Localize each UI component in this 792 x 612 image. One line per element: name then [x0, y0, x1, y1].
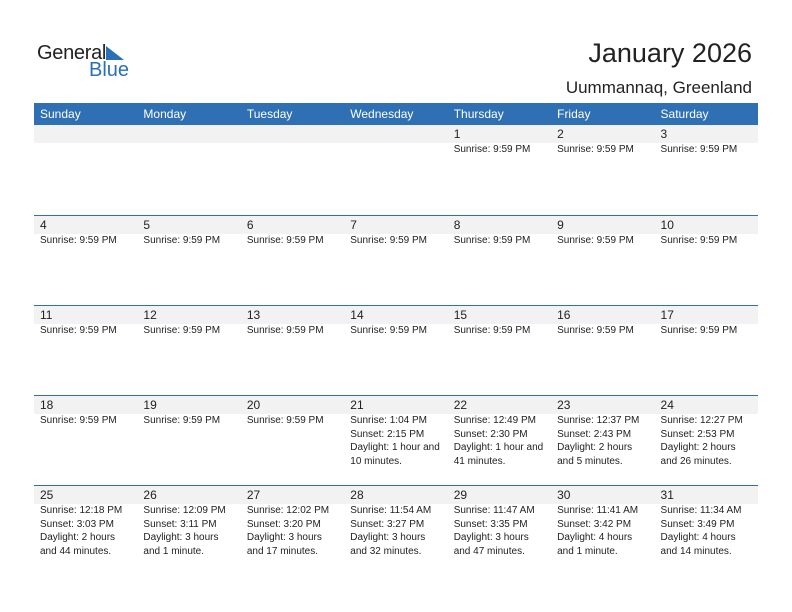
empty-day-cell	[137, 125, 240, 215]
day-number: 23	[557, 398, 571, 412]
sun-info-line: Daylight: 2 hours	[660, 442, 736, 453]
sun-info-line: Sunrise: 12:02 PM	[246, 505, 330, 516]
sun-info-line: Sunrise: 12:27 PM	[660, 415, 743, 426]
sun-info-line: Sunrise: 9:59 PM	[557, 235, 634, 246]
sun-info-line: Sunset: 2:15 PM	[350, 428, 425, 440]
day-number: 26	[143, 488, 157, 502]
day-cell	[241, 306, 344, 395]
day-cell	[34, 396, 137, 485]
sun-info-line: Daylight: 2 hours	[40, 532, 116, 543]
day-number: 18	[40, 398, 54, 412]
day-number: 15	[453, 308, 468, 322]
day-cell	[34, 216, 137, 305]
sun-info-line: Sunset: 3:27 PM	[350, 518, 425, 530]
day-cell	[344, 396, 447, 485]
day-number: 29	[453, 488, 468, 502]
sun-info-line: Daylight: 3 hours	[246, 532, 322, 543]
sun-info-line: Sunrise: 9:59 PM	[453, 235, 531, 246]
day-number: 30	[557, 488, 571, 502]
sun-info-line: Sunrise: 9:59 PM	[350, 235, 427, 246]
sun-info-line: and 1 minute.	[557, 545, 618, 557]
day-number: 4	[40, 218, 47, 232]
day-cell	[448, 486, 551, 575]
weekday-sunday: Sunday	[40, 107, 81, 121]
day-number: 11	[40, 308, 53, 322]
sun-info-line: and 47 minutes.	[453, 545, 525, 557]
sun-info-line: Sunrise: 9:59 PM	[246, 235, 324, 246]
day-cell	[551, 125, 654, 215]
sun-info-line: Sunset: 3:35 PM	[453, 518, 528, 530]
day-cell	[655, 396, 758, 485]
sun-info-line: Sunset: 2:53 PM	[660, 428, 735, 440]
day-number: 28	[350, 488, 364, 502]
empty-day-cell	[344, 125, 447, 215]
day-cell	[34, 306, 137, 395]
sun-info-line: Sunset: 3:03 PM	[40, 518, 114, 530]
sun-info-line: Sunrise: 9:59 PM	[557, 144, 634, 155]
sun-info-line: Sunrise: 9:59 PM	[246, 325, 324, 336]
day-number: 2	[557, 127, 564, 141]
sun-info-line: Sunrise: 11:47 AM	[453, 505, 535, 516]
day-cell	[241, 216, 344, 305]
location-subtitle: Uummannaq, Greenland	[565, 78, 752, 97]
day-number: 20	[246, 398, 261, 412]
calendar-grid	[34, 103, 758, 575]
day-cell	[137, 486, 240, 575]
day-cell	[448, 125, 551, 215]
day-number: 16	[557, 308, 571, 322]
sun-info-line: and 17 minutes.	[246, 545, 319, 557]
day-cell	[551, 486, 654, 575]
empty-day-cell	[34, 125, 137, 215]
sun-info-line: and 5 minutes.	[557, 455, 623, 467]
sun-info-line: Sunrise: 9:59 PM	[40, 325, 117, 336]
sun-info-line: Sunrise: 9:59 PM	[40, 415, 117, 426]
sun-info-line: Sunrise: 9:59 PM	[660, 144, 738, 155]
logo-triangle-icon	[106, 46, 124, 60]
weekday-saturday: Saturday	[660, 107, 709, 121]
week-row	[34, 305, 758, 395]
weeks-container	[34, 125, 758, 575]
weekday-friday: Friday	[557, 107, 591, 121]
sun-info-line: Sunrise: 12:09 PM	[143, 505, 226, 516]
weekday-wednesday: Wednesday	[350, 107, 414, 121]
day-number: 5	[143, 218, 151, 232]
sun-info-line: Sunset: 3:42 PM	[557, 518, 632, 530]
day-cell	[34, 486, 137, 575]
sun-info-line: Sunrise: 12:37 PM	[557, 415, 640, 426]
sun-info-line: Sunrise: 9:59 PM	[350, 325, 427, 336]
sun-info-line: Sunrise: 9:59 PM	[453, 325, 531, 336]
sun-info-line: Sunrise: 9:59 PM	[143, 325, 221, 336]
day-number: 22	[453, 398, 468, 412]
sun-info-line: Daylight: 4 hours	[557, 532, 633, 543]
week-row	[34, 125, 758, 215]
day-cell	[137, 396, 240, 485]
sun-info-line: Sunrise: 11:41 AM	[557, 505, 639, 516]
sun-info-line: and 44 minutes.	[40, 545, 112, 557]
sun-info-line: 41 minutes.	[453, 455, 506, 467]
sun-info-line: Sunrise: 11:34 AM	[660, 505, 742, 516]
sun-info-line: 10 minutes.	[350, 455, 402, 467]
day-number: 9	[557, 218, 564, 232]
day-cell	[655, 306, 758, 395]
sun-info-line: and 32 minutes.	[350, 545, 422, 557]
sun-info-line: Daylight: 1 hour and	[453, 442, 544, 453]
day-cell	[655, 486, 758, 575]
day-cell	[448, 216, 551, 305]
sun-info-line: Sunrise: 9:59 PM	[453, 144, 531, 155]
day-cell	[655, 216, 758, 305]
sun-info-line: Sunrise: 9:59 PM	[40, 235, 117, 246]
day-number: 14	[350, 308, 364, 322]
sun-info-line: Sunrise: 9:59 PM	[246, 415, 324, 426]
day-cell	[448, 396, 551, 485]
day-number: 25	[40, 488, 54, 502]
day-cell	[344, 216, 447, 305]
weekday-monday: Monday	[143, 107, 187, 121]
day-cell	[655, 125, 758, 215]
page-title: January 2026	[588, 38, 752, 68]
sun-info-line: and 26 minutes.	[660, 455, 732, 467]
week-row	[34, 485, 758, 575]
day-number: 8	[453, 218, 461, 232]
sun-info-line: Sunset: 2:30 PM	[453, 428, 528, 440]
sun-info-line: Sunset: 3:20 PM	[246, 518, 321, 530]
sun-info-line: Daylight: 4 hours	[660, 532, 736, 543]
sun-info-line: and 1 minute.	[143, 545, 205, 557]
sun-info-line: Sunrise: 12:49 PM	[453, 415, 536, 426]
day-cell	[137, 216, 240, 305]
day-cell	[551, 396, 654, 485]
weekday-tuesday: Tuesday	[246, 107, 293, 121]
day-number: 10	[660, 218, 674, 232]
sun-info-line: Sunset: 3:11 PM	[143, 518, 217, 530]
day-cell	[137, 306, 240, 395]
weekday-thursday: Thursday	[453, 107, 504, 121]
day-number: 17	[660, 308, 674, 322]
sun-info-line: Daylight: 2 hours	[557, 442, 633, 453]
sun-info-line: and 14 minutes.	[660, 545, 732, 557]
sun-info-line: Sunrise: 1:04 PM	[350, 415, 427, 426]
sun-info-line: Daylight: 3 hours	[350, 532, 426, 543]
day-number: 1	[453, 127, 461, 141]
day-cell	[241, 396, 344, 485]
day-cell	[344, 306, 447, 395]
day-number: 6	[246, 218, 254, 232]
week-row	[34, 215, 758, 305]
week-row	[34, 395, 758, 485]
day-number: 19	[143, 398, 157, 412]
day-number: 3	[660, 127, 668, 141]
day-number: 24	[660, 398, 674, 412]
sun-info-line: Sunrise: 9:59 PM	[143, 235, 221, 246]
sun-info-line: Daylight: 3 hours	[143, 532, 219, 543]
sun-info-line: Sunset: 3:49 PM	[660, 518, 735, 530]
sun-info-line: Sunrise: 12:18 PM	[40, 505, 123, 516]
day-cell	[448, 306, 551, 395]
day-number: 27	[246, 488, 261, 502]
sun-info-line: Daylight: 1 hour and	[350, 442, 440, 453]
day-number: 7	[350, 218, 357, 232]
sun-info-line: Daylight: 3 hours	[453, 532, 529, 543]
sun-info-line: Sunrise: 9:59 PM	[557, 325, 634, 336]
day-number: 31	[660, 488, 674, 502]
day-cell	[551, 306, 654, 395]
logo-blue-text: Blue	[89, 59, 130, 81]
day-cell	[241, 486, 344, 575]
sun-info-line: Sunrise: 9:59 PM	[660, 235, 738, 246]
day-number: 21	[350, 398, 364, 412]
day-number: 13	[246, 308, 261, 322]
sun-info-line: Sunset: 2:43 PM	[557, 428, 632, 440]
sun-info-line: Sunrise: 9:59 PM	[143, 415, 221, 426]
sun-info-line: Sunrise: 11:54 AM	[350, 505, 432, 516]
day-cell	[551, 216, 654, 305]
weekday-header	[34, 103, 758, 125]
day-cell	[344, 486, 447, 575]
day-number: 12	[143, 308, 157, 322]
empty-day-cell	[241, 125, 344, 215]
sun-info-line: Sunrise: 9:59 PM	[660, 325, 738, 336]
logo-general-text: General	[37, 42, 107, 64]
